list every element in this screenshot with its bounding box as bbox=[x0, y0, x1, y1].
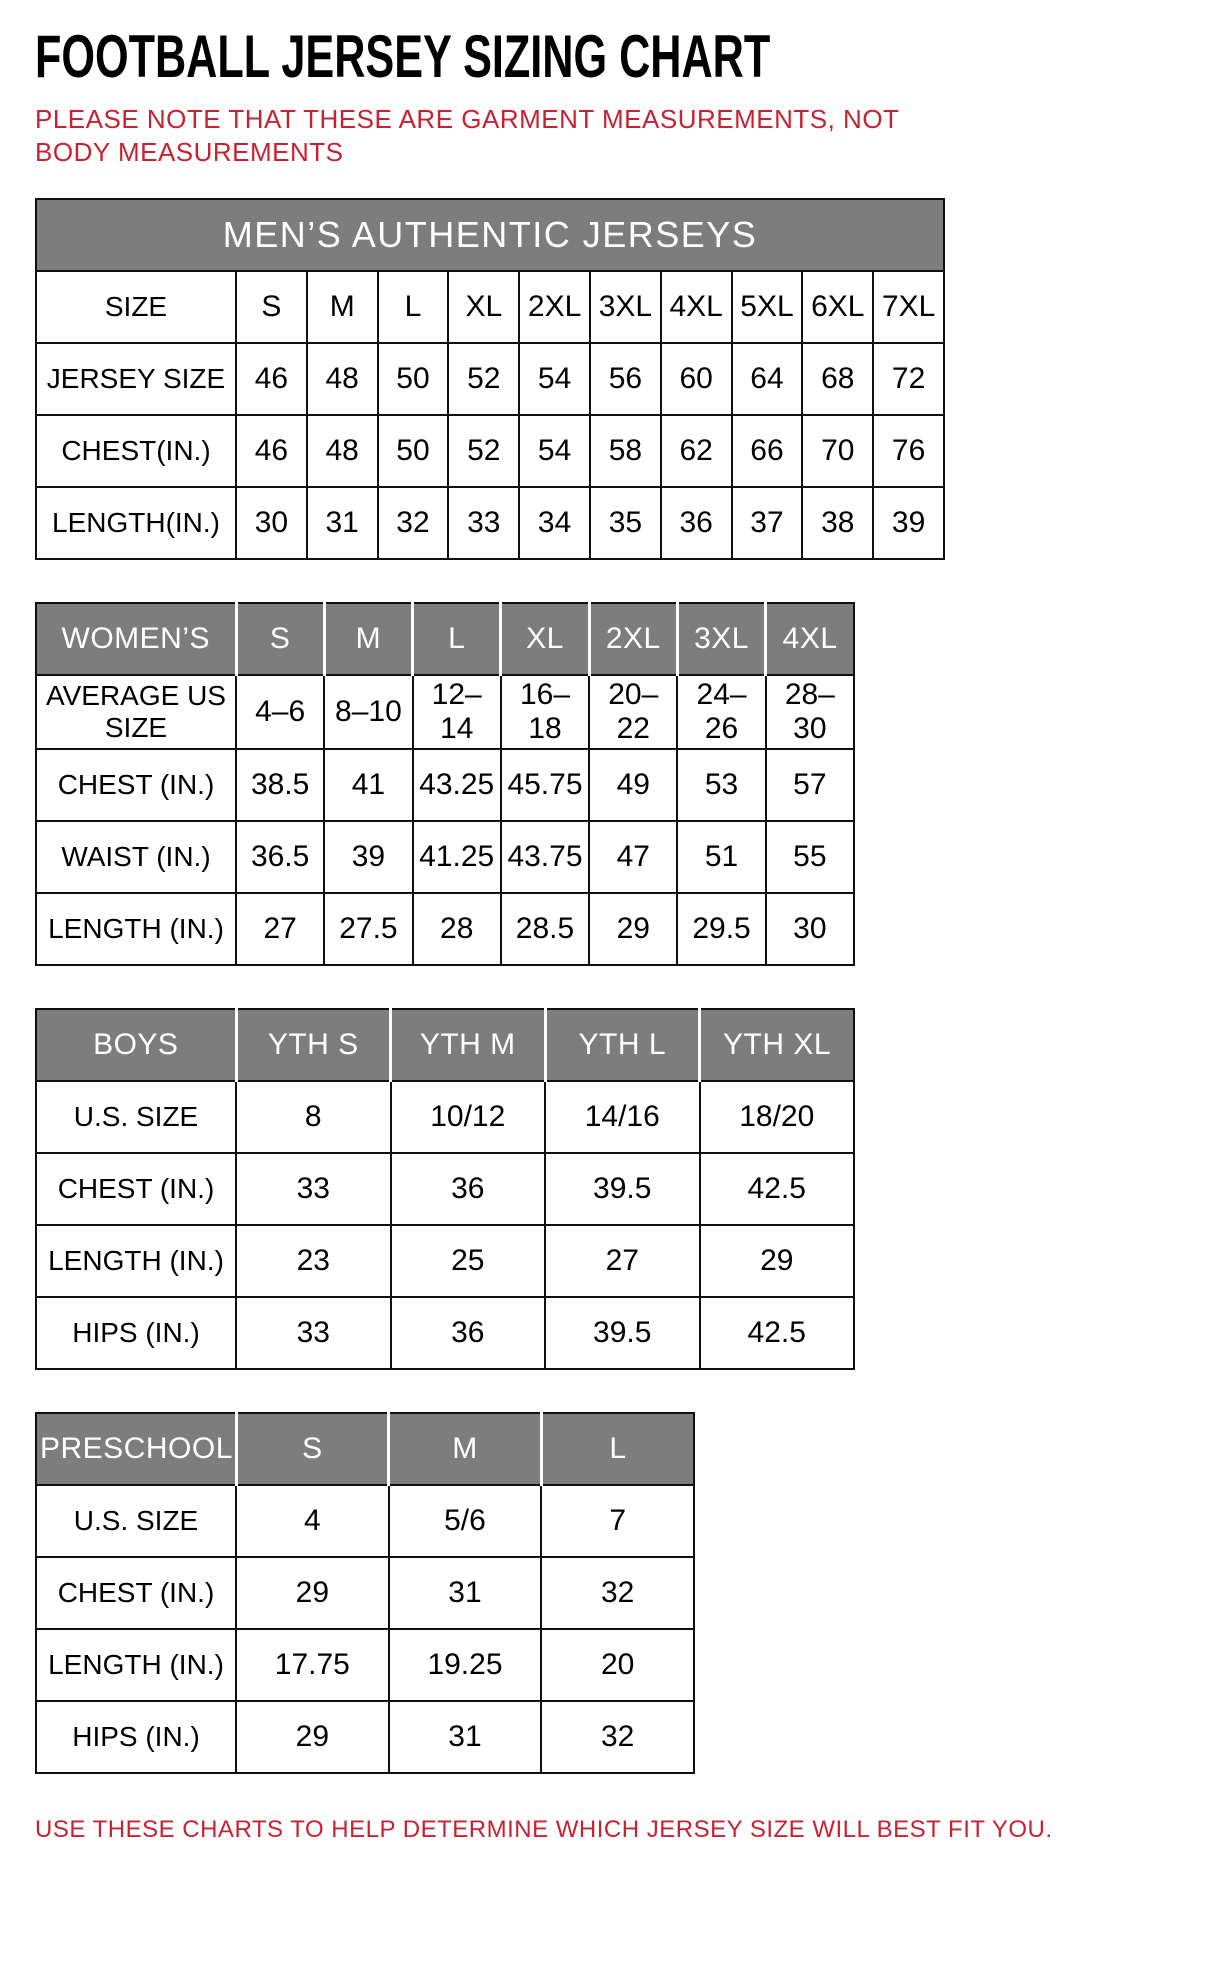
womens-data-cell: 55 bbox=[766, 821, 854, 893]
preschool-row-label: U.S. SIZE bbox=[36, 1485, 236, 1557]
womens-column-header: XL bbox=[501, 603, 589, 675]
mens-table-row bbox=[36, 343, 944, 415]
womens-data-cell: 29 bbox=[589, 893, 677, 965]
boys-data-cell: 33 bbox=[236, 1297, 391, 1369]
mens-data-cell: 35 bbox=[590, 487, 661, 559]
preschool-column-header: S bbox=[236, 1413, 389, 1485]
mens-data-cell: 33 bbox=[448, 487, 519, 559]
mens-data-cell: 32 bbox=[378, 487, 449, 559]
boys-data-cell: 36 bbox=[391, 1297, 546, 1369]
womens-data-cell: 43.25 bbox=[413, 749, 501, 821]
mens-row-label: CHEST(IN.) bbox=[36, 415, 236, 487]
mens-data-cell: 72 bbox=[873, 343, 944, 415]
womens-column-header: L bbox=[413, 603, 501, 675]
mens-data-cell: 52 bbox=[448, 343, 519, 415]
measurement-note: PLEASE NOTE THAT THESE ARE GARMENT MEASUREMENTS, NOT BODY MEASUREMENTS bbox=[35, 104, 899, 167]
boys-data-cell: 36 bbox=[391, 1153, 546, 1225]
preschool-table-title: PRESCHOOL bbox=[36, 1413, 236, 1485]
mens-table-row bbox=[36, 415, 944, 487]
mens-row-label: SIZE bbox=[36, 271, 236, 343]
mens-data-cell: S bbox=[236, 271, 307, 343]
preschool-data-cell: 31 bbox=[389, 1557, 542, 1629]
boys-sizing-table bbox=[35, 1008, 855, 1370]
mens-row-label: LENGTH(IN.) bbox=[36, 487, 236, 559]
boys-data-cell: 14/16 bbox=[545, 1081, 700, 1153]
mens-data-cell: 31 bbox=[307, 487, 378, 559]
mens-data-cell: 58 bbox=[590, 415, 661, 487]
mens-data-cell: 37 bbox=[732, 487, 803, 559]
boys-row-label: HIPS (IN.) bbox=[36, 1297, 236, 1369]
preschool-data-cell: 32 bbox=[541, 1701, 694, 1773]
boys-data-cell: 25 bbox=[391, 1225, 546, 1297]
mens-data-cell: 36 bbox=[661, 487, 732, 559]
mens-data-cell: 46 bbox=[236, 415, 307, 487]
preschool-data-cell: 20 bbox=[541, 1629, 694, 1701]
womens-data-cell: 29.5 bbox=[677, 893, 765, 965]
womens-data-cell: 43.75 bbox=[501, 821, 589, 893]
boys-data-cell: 29 bbox=[700, 1225, 855, 1297]
tables-container bbox=[35, 198, 1190, 1774]
womens-column-header: 2XL bbox=[589, 603, 677, 675]
preschool-data-cell: 31 bbox=[389, 1701, 542, 1773]
womens-row-label: CHEST (IN.) bbox=[36, 749, 236, 821]
preschool-row-label: HIPS (IN.) bbox=[36, 1701, 236, 1773]
mens-sizing-table bbox=[35, 198, 945, 560]
boys-data-cell: 42.5 bbox=[700, 1297, 855, 1369]
womens-table-row bbox=[36, 675, 854, 749]
preschool-table-row bbox=[36, 1629, 694, 1701]
preschool-table-row bbox=[36, 1485, 694, 1557]
preschool-data-cell: 17.75 bbox=[236, 1629, 389, 1701]
boys-table-row bbox=[36, 1153, 854, 1225]
mens-data-cell: 7XL bbox=[873, 271, 944, 343]
mens-data-cell: 4XL bbox=[661, 271, 732, 343]
boys-data-cell: 18/20 bbox=[700, 1081, 855, 1153]
boys-data-cell: 33 bbox=[236, 1153, 391, 1225]
boys-table-row bbox=[36, 1225, 854, 1297]
mens-data-cell: 52 bbox=[448, 415, 519, 487]
mens-table-row bbox=[36, 271, 944, 343]
preschool-data-cell: 32 bbox=[541, 1557, 694, 1629]
preschool-data-cell: 5/6 bbox=[389, 1485, 542, 1557]
mens-table-title: MEN’S AUTHENTIC JERSEYS bbox=[36, 199, 944, 271]
womens-data-cell: 16–18 bbox=[501, 675, 589, 749]
mens-data-cell: 50 bbox=[378, 343, 449, 415]
footer-note: USE THESE CHARTS TO HELP DETERMINE WHICH JERSEY SIZE WILL BEST FIT YOU. bbox=[35, 1816, 1053, 1843]
mens-data-cell: XL bbox=[448, 271, 519, 343]
womens-data-cell: 39 bbox=[324, 821, 412, 893]
page-title: FOOTBALL JERSEY SIZING CHART bbox=[35, 23, 771, 90]
womens-data-cell: 49 bbox=[589, 749, 677, 821]
womens-data-cell: 4–6 bbox=[236, 675, 324, 749]
womens-row-label: AVERAGE US SIZE bbox=[36, 675, 236, 749]
womens-data-cell: 27 bbox=[236, 893, 324, 965]
boys-table-title: BOYS bbox=[36, 1009, 236, 1081]
mens-data-cell: 54 bbox=[519, 415, 590, 487]
womens-table-row bbox=[36, 893, 854, 965]
womens-row-label: LENGTH (IN.) bbox=[36, 893, 236, 965]
womens-data-cell: 28 bbox=[413, 893, 501, 965]
boys-table-row bbox=[36, 1297, 854, 1369]
preschool-data-cell: 4 bbox=[236, 1485, 389, 1557]
preschool-data-cell: 29 bbox=[236, 1701, 389, 1773]
preschool-data-cell: 29 bbox=[236, 1557, 389, 1629]
boys-data-cell: 42.5 bbox=[700, 1153, 855, 1225]
womens-data-cell: 24–26 bbox=[677, 675, 765, 749]
mens-data-cell: 46 bbox=[236, 343, 307, 415]
mens-table-row bbox=[36, 487, 944, 559]
mens-data-cell: 48 bbox=[307, 343, 378, 415]
womens-data-cell: 57 bbox=[766, 749, 854, 821]
womens-sizing-table bbox=[35, 602, 855, 966]
womens-data-cell: 41.25 bbox=[413, 821, 501, 893]
womens-data-cell: 41 bbox=[324, 749, 412, 821]
mens-data-cell: 6XL bbox=[802, 271, 873, 343]
mens-data-cell: 64 bbox=[732, 343, 803, 415]
mens-data-cell: 62 bbox=[661, 415, 732, 487]
boys-table-row bbox=[36, 1081, 854, 1153]
womens-data-cell: 51 bbox=[677, 821, 765, 893]
boys-data-cell: 10/12 bbox=[391, 1081, 546, 1153]
boys-row-label: U.S. SIZE bbox=[36, 1081, 236, 1153]
womens-column-header: 4XL bbox=[766, 603, 854, 675]
womens-column-header: M bbox=[324, 603, 412, 675]
mens-data-cell: 76 bbox=[873, 415, 944, 487]
boys-column-header: YTH M bbox=[391, 1009, 546, 1081]
womens-data-cell: 38.5 bbox=[236, 749, 324, 821]
womens-data-cell: 53 bbox=[677, 749, 765, 821]
boys-column-header: YTH XL bbox=[700, 1009, 855, 1081]
womens-table-title: WOMEN’S bbox=[36, 603, 236, 675]
boys-column-header: YTH L bbox=[545, 1009, 700, 1081]
boys-row-label: LENGTH (IN.) bbox=[36, 1225, 236, 1297]
womens-data-cell: 28.5 bbox=[501, 893, 589, 965]
mens-data-cell: L bbox=[378, 271, 449, 343]
preschool-row-label: CHEST (IN.) bbox=[36, 1557, 236, 1629]
mens-data-cell: 2XL bbox=[519, 271, 590, 343]
preschool-table-row bbox=[36, 1701, 694, 1773]
boys-column-header: YTH S bbox=[236, 1009, 391, 1081]
womens-data-cell: 28–30 bbox=[766, 675, 854, 749]
preschool-column-header: L bbox=[541, 1413, 694, 1485]
boys-data-cell: 8 bbox=[236, 1081, 391, 1153]
womens-table-row bbox=[36, 749, 854, 821]
womens-column-header: 3XL bbox=[677, 603, 765, 675]
boys-row-label: CHEST (IN.) bbox=[36, 1153, 236, 1225]
mens-data-cell: 48 bbox=[307, 415, 378, 487]
womens-data-cell: 47 bbox=[589, 821, 677, 893]
womens-data-cell: 30 bbox=[766, 893, 854, 965]
mens-data-cell: 3XL bbox=[590, 271, 661, 343]
boys-data-cell: 23 bbox=[236, 1225, 391, 1297]
womens-data-cell: 45.75 bbox=[501, 749, 589, 821]
preschool-data-cell: 19.25 bbox=[389, 1629, 542, 1701]
mens-data-cell: 56 bbox=[590, 343, 661, 415]
mens-data-cell: M bbox=[307, 271, 378, 343]
mens-data-cell: 54 bbox=[519, 343, 590, 415]
mens-data-cell: 50 bbox=[378, 415, 449, 487]
mens-data-cell: 30 bbox=[236, 487, 307, 559]
womens-data-cell: 36.5 bbox=[236, 821, 324, 893]
preschool-row-label: LENGTH (IN.) bbox=[36, 1629, 236, 1701]
boys-data-cell: 39.5 bbox=[545, 1153, 700, 1225]
mens-data-cell: 66 bbox=[732, 415, 803, 487]
womens-data-cell: 27.5 bbox=[324, 893, 412, 965]
womens-column-header: S bbox=[236, 603, 324, 675]
boys-data-cell: 27 bbox=[545, 1225, 700, 1297]
preschool-sizing-table bbox=[35, 1412, 695, 1774]
mens-data-cell: 5XL bbox=[732, 271, 803, 343]
womens-row-label: WAIST (IN.) bbox=[36, 821, 236, 893]
mens-data-cell: 39 bbox=[873, 487, 944, 559]
mens-data-cell: 70 bbox=[802, 415, 873, 487]
mens-data-cell: 68 bbox=[802, 343, 873, 415]
preschool-data-cell: 7 bbox=[541, 1485, 694, 1557]
womens-data-cell: 20–22 bbox=[589, 675, 677, 749]
mens-data-cell: 38 bbox=[802, 487, 873, 559]
mens-row-label: JERSEY SIZE bbox=[36, 343, 236, 415]
mens-data-cell: 60 bbox=[661, 343, 732, 415]
mens-data-cell: 34 bbox=[519, 487, 590, 559]
preschool-table-row bbox=[36, 1557, 694, 1629]
womens-data-cell: 8–10 bbox=[324, 675, 412, 749]
preschool-column-header: M bbox=[389, 1413, 542, 1485]
womens-table-row bbox=[36, 821, 854, 893]
boys-data-cell: 39.5 bbox=[545, 1297, 700, 1369]
womens-data-cell: 12–14 bbox=[413, 675, 501, 749]
